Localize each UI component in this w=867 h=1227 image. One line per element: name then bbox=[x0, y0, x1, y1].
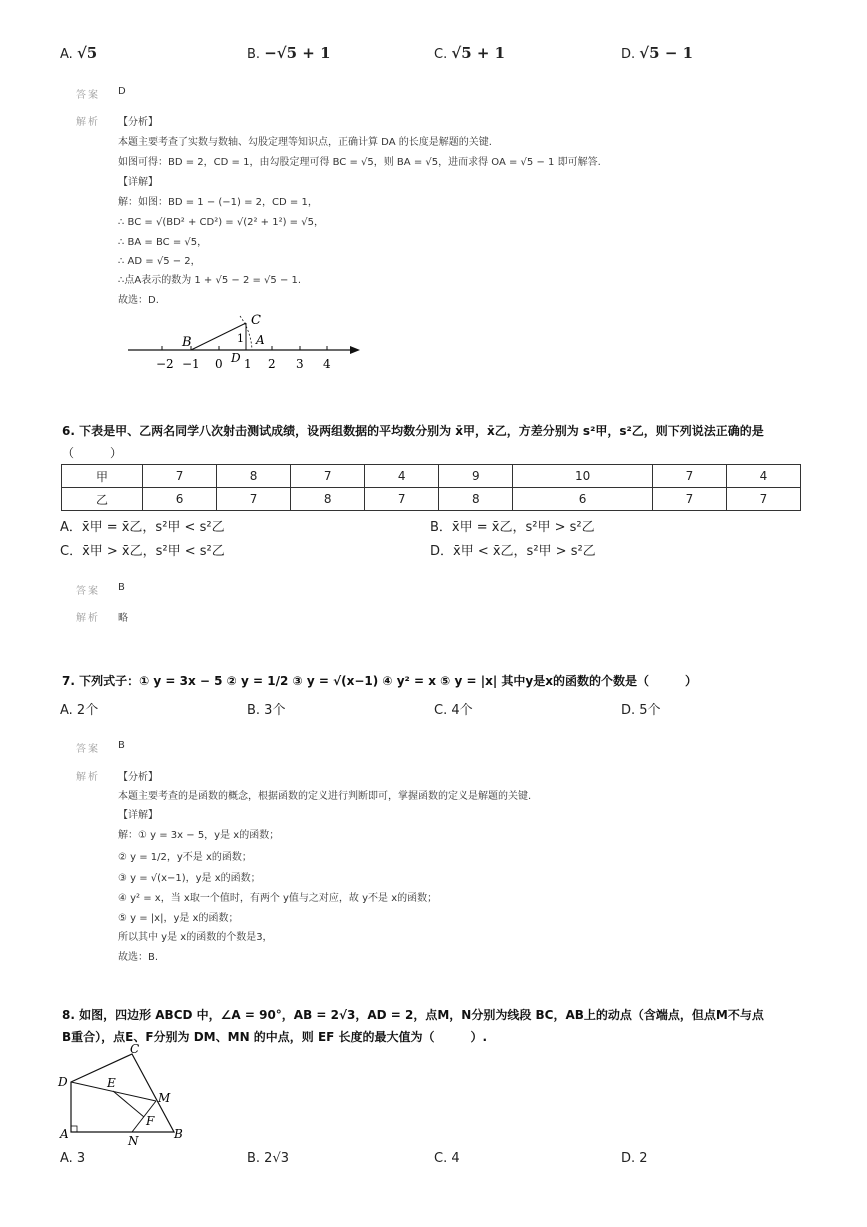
q7-option-d[interactable]: D. 5个 bbox=[621, 703, 661, 718]
q5-option-b[interactable] bbox=[247, 44, 331, 62]
option-expr: √5 − 1 bbox=[639, 44, 694, 62]
q6-answer: B bbox=[118, 582, 125, 593]
label-n: N bbox=[128, 1134, 139, 1148]
label-b: B bbox=[182, 335, 192, 350]
q8-option-d[interactable]: D. 2 bbox=[621, 1151, 648, 1166]
q7-analysis-line: ③ y = √(x−1)，y是 x的函数； bbox=[118, 873, 261, 884]
table-row bbox=[62, 465, 801, 488]
q5-option-d[interactable] bbox=[621, 44, 693, 62]
q7-option-a[interactable]: A. 2个 bbox=[60, 703, 99, 718]
q5-analysis-line: 解：如图：BD = 1 − (−1) = 2，CD = 1， bbox=[118, 197, 318, 208]
label-a: A bbox=[60, 1127, 69, 1141]
table-cell: 6 bbox=[143, 488, 217, 511]
q7-analysis-line: 【详解】 bbox=[118, 810, 158, 821]
label-m: M bbox=[158, 1091, 171, 1105]
q8-option-c[interactable]: C. 4 bbox=[434, 1151, 460, 1166]
table-cell: 7 bbox=[365, 488, 439, 511]
label-a: A bbox=[256, 333, 265, 347]
table-cell: 4 bbox=[365, 465, 439, 488]
table-cell: 7 bbox=[143, 465, 217, 488]
label-b: B bbox=[174, 1127, 183, 1141]
q7-option-b[interactable]: B. 3个 bbox=[247, 703, 286, 718]
q6-option-c[interactable]: C．x̄甲 > x̄乙，s²甲 < s²乙 bbox=[60, 544, 225, 559]
label-f: F bbox=[146, 1114, 155, 1128]
table-cell: 8 bbox=[439, 488, 513, 511]
q5-analysis-line: 【详解】 bbox=[118, 177, 158, 188]
q6-answer-tag: 答案 bbox=[76, 586, 100, 597]
tick-label: 3 bbox=[296, 357, 304, 371]
q6-stem: 6. 下表是甲、乙两名同学八次射击测试成绩，设两组数据的平均数分别为 x̄甲，x̄乙，方差分别为 s²甲，s²乙，则下列说法正确的是 bbox=[62, 424, 764, 438]
q5-option-c[interactable] bbox=[434, 44, 505, 62]
q7-analysis-line: ② y = 1/2，y不是 x的函数； bbox=[118, 852, 252, 863]
label-cd-length: 1 bbox=[237, 332, 244, 345]
q7-analysis-line: ④ y² = x，当 x取一个值时，有两个 y值与之对应，故 y不是 x的函数； bbox=[118, 893, 438, 904]
label-d: D bbox=[231, 351, 241, 365]
right-angle-mark bbox=[71, 1126, 77, 1132]
table-cell: 8 bbox=[291, 488, 365, 511]
table-cell: 7 bbox=[652, 465, 726, 488]
tick-label: 1 bbox=[244, 357, 252, 371]
q7-stem: 7. 下列式子：① y = 3x − 5 ② y = 1/2 ③ y = √(x−1) ④ y² = x ⑤ y = |x| 其中y是x的函数的个数是（ ） bbox=[62, 674, 697, 688]
table-row bbox=[62, 488, 801, 511]
q7-analysis-tag: 解析 bbox=[76, 772, 100, 783]
q7-answer: B bbox=[118, 740, 125, 751]
q5-option-a[interactable] bbox=[60, 44, 97, 62]
q5-analysis-line: ∴ BA = BC = √5， bbox=[118, 237, 208, 248]
q6-score-table bbox=[61, 464, 801, 511]
q5-analysis-line: 故选：D. bbox=[118, 295, 159, 306]
q7-option-c[interactable]: C. 4个 bbox=[434, 703, 473, 718]
label-c: C bbox=[251, 313, 261, 328]
option-letter: B. bbox=[247, 47, 261, 62]
q6-analysis-tag: 解析 bbox=[76, 613, 100, 624]
q5-analysis-tag: 解析 bbox=[76, 117, 100, 128]
table-cell: 10 bbox=[513, 465, 653, 488]
tick-label: −1 bbox=[182, 357, 200, 371]
label-d: D bbox=[58, 1075, 68, 1089]
option-expr: √5 bbox=[76, 44, 98, 62]
q6-option-b[interactable]: B．x̄甲 = x̄乙，s²甲 > s²乙 bbox=[430, 520, 595, 535]
q7-analysis-line: 故选：B. bbox=[118, 952, 159, 963]
q6-stem-blank: （ ） bbox=[62, 446, 123, 460]
q8-stem: 8. 如图，四边形 ABCD 中，∠A = 90°，AB = 2√3，AD = 2，点M，N分别为线段 BC，AB上的动点（含端点，但点M不与点 bbox=[62, 1008, 764, 1022]
q6-analysis: 略 bbox=[118, 613, 128, 624]
table-cell: 7 bbox=[652, 488, 726, 511]
label-c: C bbox=[130, 1044, 140, 1056]
q5-analysis-line: 本题主要考查了实数与数轴、勾股定理等知识点，正确计算 DA 的长度是解题的关键. bbox=[118, 137, 492, 148]
q8-stem-cont: B重合），点E、F分别为 DM、MN 的中点，则 EF 长度的最大值为（ ）. bbox=[62, 1030, 488, 1044]
row-header-cell: 乙 bbox=[62, 488, 143, 511]
table-cell: 8 bbox=[217, 465, 291, 488]
tick-label: −2 bbox=[156, 357, 174, 371]
option-expr: −√5 + 1 bbox=[264, 44, 331, 62]
table-cell: 9 bbox=[439, 465, 513, 488]
q5-analysis-line: ∴ AD = √5 − 2， bbox=[118, 256, 201, 267]
q8-option-b[interactable]: B. 2√3 bbox=[247, 1151, 290, 1166]
q7-analysis-line: ⑤ y = |x|，y是 x的函数； bbox=[118, 913, 239, 924]
q5-analysis-line: ∴点A表示的数为 1 + √5 − 2 = √5 − 1. bbox=[118, 275, 302, 286]
row-header-cell: 甲 bbox=[62, 465, 143, 488]
q5-number-line-figure bbox=[120, 308, 370, 378]
q5-answer-tag: 答案 bbox=[76, 90, 100, 101]
q5-analysis-line: 【分析】 bbox=[118, 117, 158, 128]
label-e: E bbox=[107, 1076, 116, 1090]
q6-option-a[interactable]: A．x̄甲 = x̄乙，s²甲 < s²乙 bbox=[60, 520, 225, 535]
q8-option-a[interactable]: A. 3 bbox=[60, 1151, 86, 1166]
option-letter: D. bbox=[621, 47, 636, 62]
option-expr: √5 + 1 bbox=[451, 44, 506, 62]
option-letter: A. bbox=[60, 47, 73, 62]
q7-analysis-line: 本题主要考查的是函数的概念，根据函数的定义进行判断即可，掌握函数的定义是解题的关键. bbox=[118, 791, 532, 802]
q5-answer: D bbox=[118, 86, 126, 97]
tick-label: 2 bbox=[268, 357, 276, 371]
q8-quadrilateral-figure bbox=[56, 1044, 196, 1150]
q7-analysis-line: 解：① y = 3x − 5，y是 x的函数； bbox=[118, 830, 280, 841]
table-cell: 7 bbox=[291, 465, 365, 488]
table-cell: 7 bbox=[217, 488, 291, 511]
table-cell: 7 bbox=[726, 488, 800, 511]
table-cell: 6 bbox=[513, 488, 653, 511]
q7-answer-tag: 答案 bbox=[76, 744, 100, 755]
q6-option-d[interactable]: D．x̄甲 < x̄乙，s²甲 > s²乙 bbox=[430, 544, 596, 559]
tick-label: 4 bbox=[323, 357, 331, 371]
table-cell: 4 bbox=[726, 465, 800, 488]
option-letter: C. bbox=[434, 47, 448, 62]
tick-label: 0 bbox=[215, 357, 223, 371]
q7-analysis-line: 所以其中 y是 x的函数的个数是3， bbox=[118, 932, 273, 943]
arrow-head-icon bbox=[350, 346, 360, 354]
q5-analysis-line: 如图可得：BD = 2，CD = 1，由勾股定理可得 BC = √5，则 BA = √5，进而求得 OA = √5 − 1 即可解答. bbox=[118, 157, 601, 168]
q7-analysis-line: 【分析】 bbox=[118, 772, 158, 783]
q5-analysis-line: ∴ BC = √(BD² + CD²) = √(2² + 1²) = √5， bbox=[118, 217, 324, 228]
